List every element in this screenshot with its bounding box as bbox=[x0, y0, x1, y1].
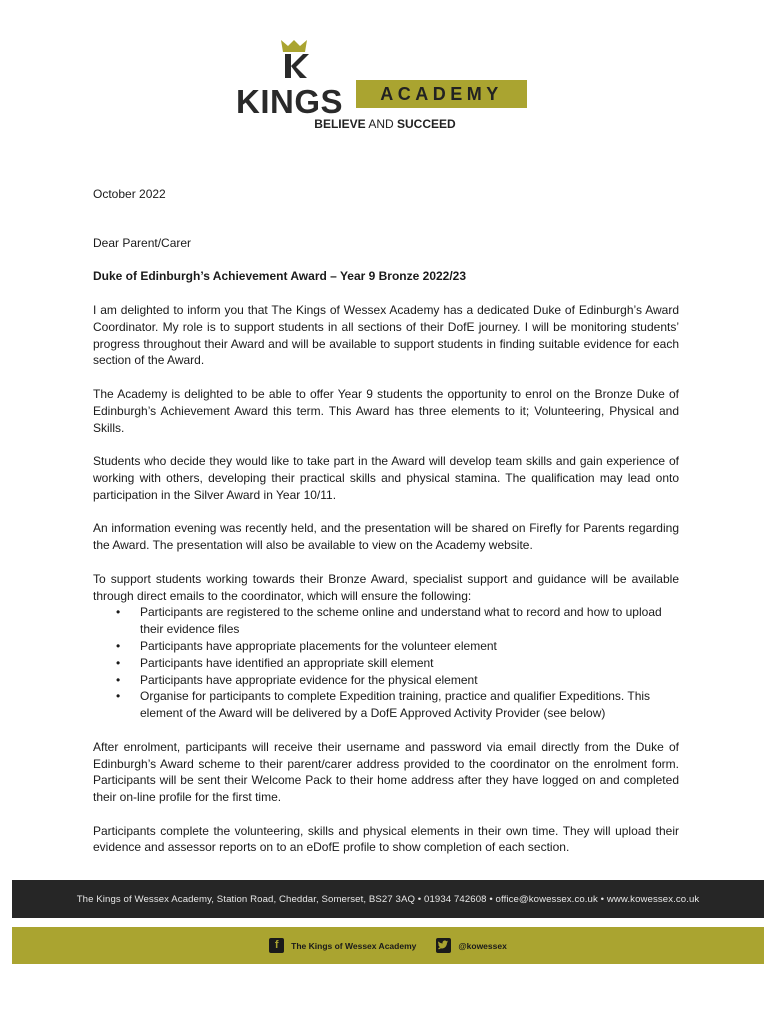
paragraph-3: Students who decide they would like to take part in the Award will develop team skills and gain experience of working with others, developing their practical skills and physical stamina. The qualification may lead onto participation in the Silver Award in Year 10/11. bbox=[93, 454, 679, 502]
footer-address-bar bbox=[12, 880, 764, 918]
facebook-link[interactable] bbox=[269, 938, 416, 953]
list-item bbox=[116, 604, 679, 638]
bullet-icon: • bbox=[116, 689, 121, 704]
bullet-icon: • bbox=[116, 655, 121, 670]
list-item-text: Participants have identified an appropriate skill element bbox=[140, 655, 434, 670]
tagline bbox=[0, 117, 770, 131]
footer-address: The Kings of Wessex Academy, Station Road, Cheddar, Somerset, BS27 3AQ • 01934 742608 • office@kowessex.co.uk • www.kowessex.co.uk bbox=[76, 893, 700, 905]
paragraph-5: To support students working towards their Bronze Award, specialist support and guidance will be available through direct emails to the coordinator, which will ensure the following: bbox=[93, 571, 679, 603]
list-item-text: Participants have appropriate placements for the volunteer element bbox=[140, 638, 497, 653]
logo-kings-text: KINGS bbox=[236, 83, 344, 120]
twitter-link[interactable] bbox=[436, 938, 506, 953]
facebook-label: The Kings of Wessex Academy bbox=[291, 940, 417, 951]
letter-body bbox=[93, 186, 679, 873]
academy-logo bbox=[0, 40, 770, 140]
logo-academy-box bbox=[356, 80, 527, 108]
list-item-text: Organise for participants to complete Expedition training, practice and qualifier Expeditions. This element of the Award will be delivered by a DofE Approved Activity Provider (see below) bbox=[140, 689, 651, 721]
tagline-believe: BELIEVE bbox=[314, 117, 366, 131]
support-list bbox=[93, 604, 679, 722]
paragraph-7: Participants complete the volunteering, skills and physical elements in their own time. They will upload their evidence and assessor reports on to an eDofE profile to show completion of each section. bbox=[93, 823, 679, 855]
footer-social-bar bbox=[12, 927, 764, 964]
paragraph-2: The Academy is delighted to be able to offer Year 9 students the opportunity to enrol on the Bronze Duke of Edinburgh’s Achievement Award this term. This Award has three elements to it; Volunteering, Physical and Skills. bbox=[93, 386, 679, 435]
tagline-and: AND bbox=[365, 117, 397, 131]
paragraph-6: After enrolment, participants will receive their username and password via email directly from the Duke of Edinburgh’s Award scheme to their parent/carer address provided to the coordinator on the enrolment form. Participants will be sent their Welcome Pack to their home address after they have logged on and completed their on-line profile for the first time. bbox=[93, 739, 679, 805]
list-item-text: Participants have appropriate evidence for the physical element bbox=[140, 672, 478, 687]
list-item-text: Participants are registered to the scheme online and understand what to record and how to upload their evidence files bbox=[140, 605, 662, 637]
letter-title: Duke of Edinburgh’s Achievement Award – Year 9 Bronze 2022/23 bbox=[93, 269, 467, 284]
paragraph-1: I am delighted to inform you that The Kings of Wessex Academy has a dedicated Duke of Edinburgh’s Award Coordinator. My role is to support students in all sections of their DofE journey. I will be monitoring students’ progress throughout their Award and will be available to support students in finding suitable evidence for each section of the Award. bbox=[93, 302, 679, 368]
twitter-icon bbox=[436, 938, 451, 953]
list-item bbox=[116, 655, 679, 672]
twitter-label: @kowessex bbox=[458, 940, 507, 951]
paragraph-4: An information evening was recently held, and the presentation will be shared on Firefly for Parents regarding the Award. The presentation will also be available to view on the Academy website. bbox=[93, 521, 679, 553]
crown-k-icon bbox=[279, 40, 309, 80]
bullet-icon: • bbox=[116, 605, 121, 620]
list-item bbox=[116, 672, 679, 689]
list-item bbox=[116, 638, 679, 655]
letter-date: October 2022 bbox=[93, 187, 166, 201]
salutation: Dear Parent/Carer bbox=[93, 235, 192, 250]
tagline-succeed: SUCCEED bbox=[397, 117, 456, 131]
facebook-icon: f bbox=[269, 938, 284, 953]
bullet-icon: • bbox=[116, 672, 121, 687]
bullet-icon: • bbox=[116, 638, 121, 653]
list-item bbox=[116, 688, 679, 722]
logo-academy-text: ACADEMY bbox=[380, 84, 503, 104]
